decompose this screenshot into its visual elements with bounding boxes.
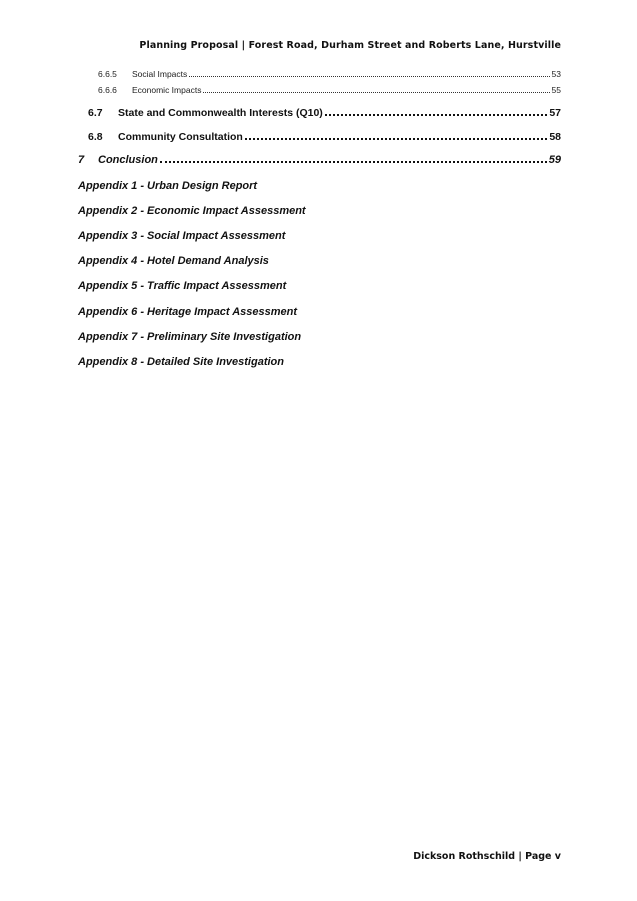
toc-entry-title: Community Consultation xyxy=(118,131,243,143)
toc-entry-page: 59 xyxy=(548,154,561,166)
toc-appendix-preliminary-site[interactable]: Appendix 7 - Preliminary Site Investigation xyxy=(78,331,302,343)
toc-entry-title: Economic Impacts xyxy=(132,85,202,95)
toc-entry-page: 53 xyxy=(551,69,561,79)
toc-entry-title: Social Impacts xyxy=(132,69,188,79)
toc-entry-economic-impacts[interactable] xyxy=(78,85,561,95)
toc-entry-number: 6.8 xyxy=(88,131,103,143)
toc-entry-title: Conclusion xyxy=(98,154,158,166)
page-footer: Dickson Rothschild | Page v xyxy=(413,851,561,862)
toc-appendix-traffic-impact[interactable]: Appendix 5 - Traffic Impact Assessment xyxy=(78,280,287,292)
toc-appendix-economic-impact[interactable]: Appendix 2 - Economic Impact Assessment xyxy=(78,205,306,217)
toc-entry-page: 58 xyxy=(549,131,561,143)
toc-appendix-detailed-site[interactable]: Appendix 8 - Detailed Site Investigation xyxy=(78,356,284,368)
dot-leader xyxy=(325,107,548,119)
toc-entry-conclusion[interactable] xyxy=(78,154,561,166)
toc-appendix-hotel-demand[interactable]: Appendix 4 - Hotel Demand Analysis xyxy=(78,255,269,267)
toc-entry-number: 6.7 xyxy=(88,107,103,119)
dot-leader xyxy=(203,85,549,95)
page-header: Planning Proposal | Forest Road, Durham Street and Roberts Lane, Hurstville xyxy=(139,40,561,51)
toc-appendix-social-impact[interactable]: Appendix 3 - Social Impact Assessment xyxy=(78,230,286,242)
toc-entry-page: 57 xyxy=(549,107,561,119)
dot-leader xyxy=(160,154,547,166)
toc-entry-number: 7 xyxy=(78,154,85,166)
toc-appendix-urban-design[interactable]: Appendix 1 - Urban Design Report xyxy=(78,180,258,192)
dot-leader xyxy=(189,69,549,79)
toc-entry-page: 55 xyxy=(551,85,561,95)
toc-entry-community-consultation[interactable] xyxy=(78,131,561,143)
toc-entry-title: State and Commonwealth Interests (Q10) xyxy=(118,107,323,119)
toc-entry-state-commonwealth-interests[interactable] xyxy=(78,107,561,119)
toc-appendix-heritage-impact[interactable]: Appendix 6 - Heritage Impact Assessment xyxy=(78,306,298,318)
toc-entry-social-impacts[interactable] xyxy=(78,69,561,79)
dot-leader xyxy=(245,131,547,143)
toc-entry-number: 6.6.5 xyxy=(98,69,117,79)
toc-entry-number: 6.6.6 xyxy=(98,85,117,95)
